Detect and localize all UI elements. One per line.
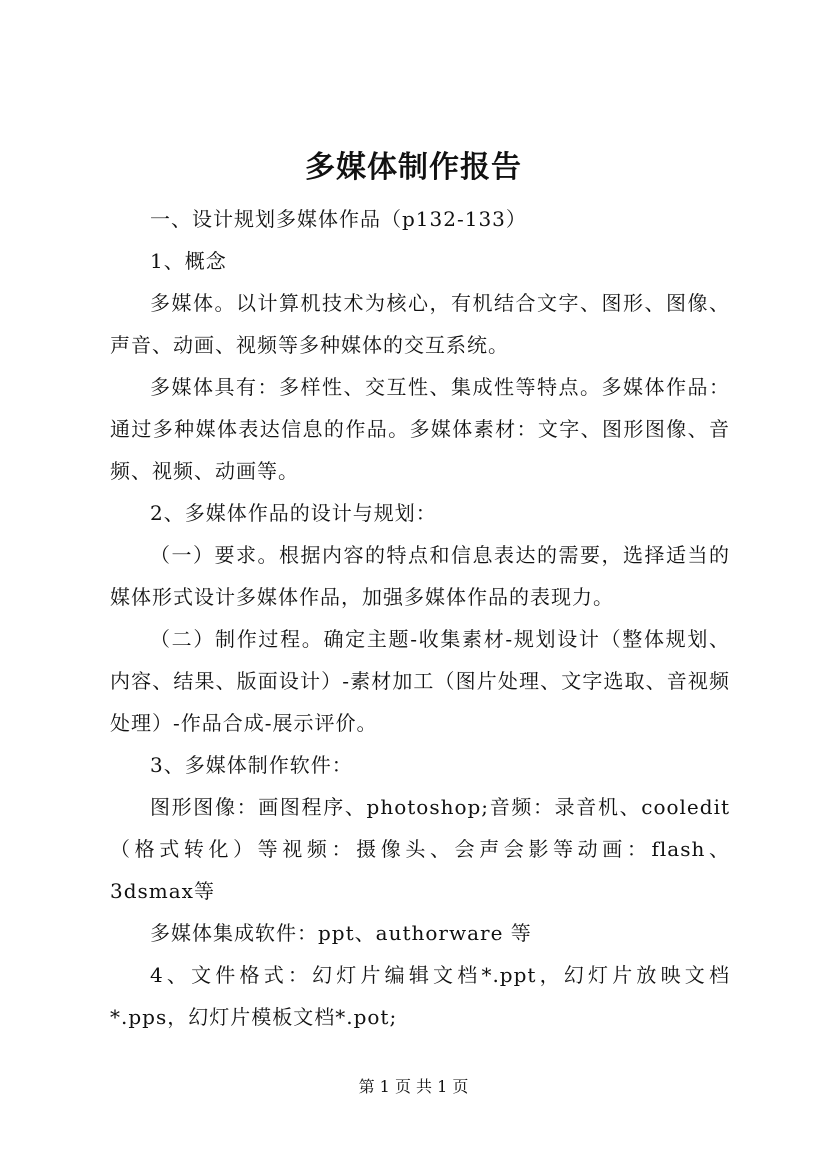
- paragraph-multimedia-definition: 多媒体。以计算机技术为核心，有机结合文字、图形、图像、声音、动画、视频等多种媒体的交互系统。: [110, 291, 730, 357]
- section-heading-1: 一、设计规划多媒体作品（p132-133）: [150, 207, 527, 231]
- document-title: 多媒体制作报告: [305, 150, 522, 185]
- document-body: [110, 198, 730, 1038]
- subsection-heading-design: 2、多媒体作品的设计与规划：: [150, 501, 437, 525]
- page-footer: 第 1 页 共 1 页: [358, 1077, 469, 1096]
- paragraph-integration-software: 多媒体集成软件：ppt、authorware 等: [150, 921, 532, 945]
- subsection-heading-software: 3、多媒体制作软件：: [150, 753, 353, 777]
- paragraph-production-process: （二）制作过程。确定主题-收集素材-规划设计（整体规划、内容、结果、版面设计）-素材加工（图片处理、文字选取、音视频处理）-作品合成-展示评价。: [110, 627, 730, 735]
- paragraph-file-formats: 4、文件格式：幻灯片编辑文档*.ppt，幻灯片放映文档*.pps，幻灯片模板文档*.pot;: [110, 963, 730, 1029]
- paragraph-requirements: （一）要求。根据内容的特点和信息表达的需要，选择适当的媒体形式设计多媒体作品，加强多媒体作品的表现力。: [110, 543, 730, 609]
- paragraph-software-list: 图形图像：画图程序、photoshop;音频：录音机、cooledit（格式转化）等视频：摄像头、会声会影等动画：flash、3dsmax等: [110, 795, 730, 903]
- paragraph-multimedia-features: 多媒体具有：多样性、交互性、集成性等特点。多媒体作品：通过多种媒体表达信息的作品。多媒体素材：文字、图形图像、音频、视频、动画等。: [110, 375, 730, 483]
- subsection-heading-concept: 1、概念: [150, 249, 227, 273]
